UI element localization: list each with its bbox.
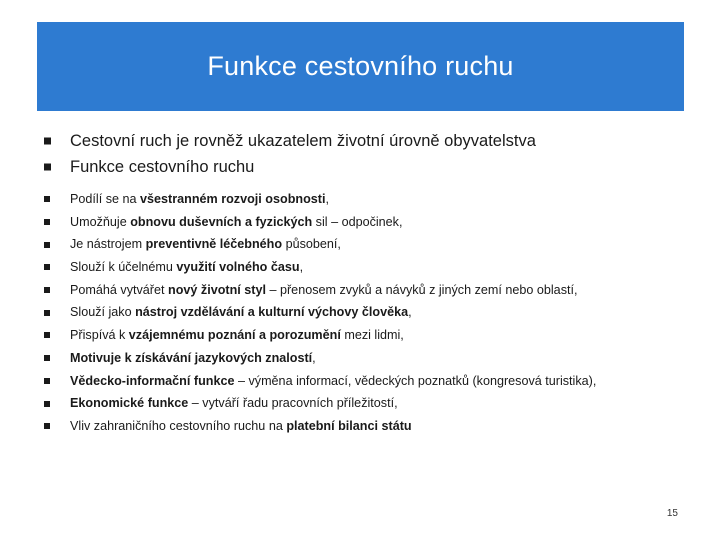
- square-bullet-icon: [44, 355, 50, 361]
- main-bullet-item: [44, 154, 704, 180]
- function-item: [44, 256, 704, 279]
- function-text: Slouží jako: [70, 305, 136, 320]
- function-text-bold: nástroj vzdělávání a kulturní výchovy člověka: [135, 305, 409, 320]
- square-bullet-icon: [44, 264, 50, 270]
- function-text-bold: platební bilanci státu: [286, 418, 412, 433]
- function-text: působení,: [282, 237, 341, 252]
- square-bullet-icon: [44, 401, 50, 407]
- function-item: [44, 188, 704, 211]
- function-text: mezi lidmi,: [340, 328, 404, 343]
- function-item: [44, 211, 704, 234]
- function-text-bold: Motivuje k získávání jazykových znalostí: [70, 350, 313, 365]
- square-bullet-icon: [44, 310, 50, 316]
- function-item: [44, 347, 704, 370]
- square-bullet-icon: [44, 242, 50, 248]
- function-item: [44, 415, 704, 438]
- function-item: [44, 370, 704, 393]
- function-text: ,: [325, 192, 329, 206]
- title-banner: [37, 22, 684, 111]
- function-text: – vytváří řadu pracovních příležitostí,: [188, 396, 398, 411]
- function-item: [44, 392, 704, 415]
- page-number: 15: [666, 508, 678, 519]
- function-text: sil – odpočinek,: [312, 214, 403, 229]
- function-text-bold: Ekonomické funkce: [70, 396, 189, 411]
- function-text-bold: nový životní styl: [168, 282, 266, 297]
- functions-list: [44, 188, 704, 438]
- square-bullet-icon: [44, 287, 50, 293]
- main-bullet-text: Cestovní ruch je rovněž ukazatelem životní úrovně obyvatelstva: [70, 132, 536, 150]
- main-bullet-text: Funkce cestovního ruchu: [70, 158, 255, 176]
- function-item: [44, 324, 704, 347]
- function-text-bold: vzájemnému poznání a porozumění: [128, 328, 341, 343]
- function-text: – přenosem zvyků a návyků z jiných zemí nebo oblastí,: [265, 282, 578, 297]
- function-text: Vliv zahraničního cestovního ruchu na: [70, 418, 287, 433]
- function-text: ,: [312, 350, 316, 365]
- function-text: Podílí se na: [70, 192, 141, 206]
- slide-content: [44, 128, 704, 438]
- function-text-bold: obnovu duševních a fyzických: [130, 214, 313, 229]
- function-text-bold: Vědecko-informační funkce: [70, 373, 235, 388]
- square-bullet-icon: [44, 164, 51, 171]
- square-bullet-icon: [44, 378, 50, 384]
- square-bullet-icon: [44, 423, 50, 429]
- square-bullet-icon: [44, 219, 50, 225]
- function-text-bold: využití volného času: [176, 260, 300, 275]
- function-text: ,: [299, 260, 304, 275]
- function-text: Umožňuje: [70, 214, 131, 229]
- function-item: [44, 279, 704, 302]
- square-bullet-icon: [44, 196, 50, 202]
- function-text: Pomáhá vytvářet: [70, 282, 168, 297]
- function-text: Přispívá k: [70, 328, 129, 343]
- square-bullet-icon: [44, 138, 51, 145]
- square-bullet-icon: [44, 332, 50, 338]
- function-item: [44, 233, 704, 256]
- function-text-bold: preventivně léčebného: [145, 237, 283, 252]
- main-bullet-list: [44, 128, 704, 180]
- main-bullet-item: [44, 128, 704, 154]
- function-text: Je nástrojem: [70, 237, 146, 252]
- function-text: ,: [408, 305, 412, 320]
- function-text: Slouží k účelnému: [70, 260, 177, 275]
- function-text: – výměna informací, vědeckých poznatků (kongresová turistika),: [234, 373, 597, 388]
- function-text-bold: všestranném rozvoji osobnosti: [140, 192, 326, 206]
- function-item: [44, 301, 704, 324]
- slide-title: Funkce cestovního ruchu: [207, 51, 514, 81]
